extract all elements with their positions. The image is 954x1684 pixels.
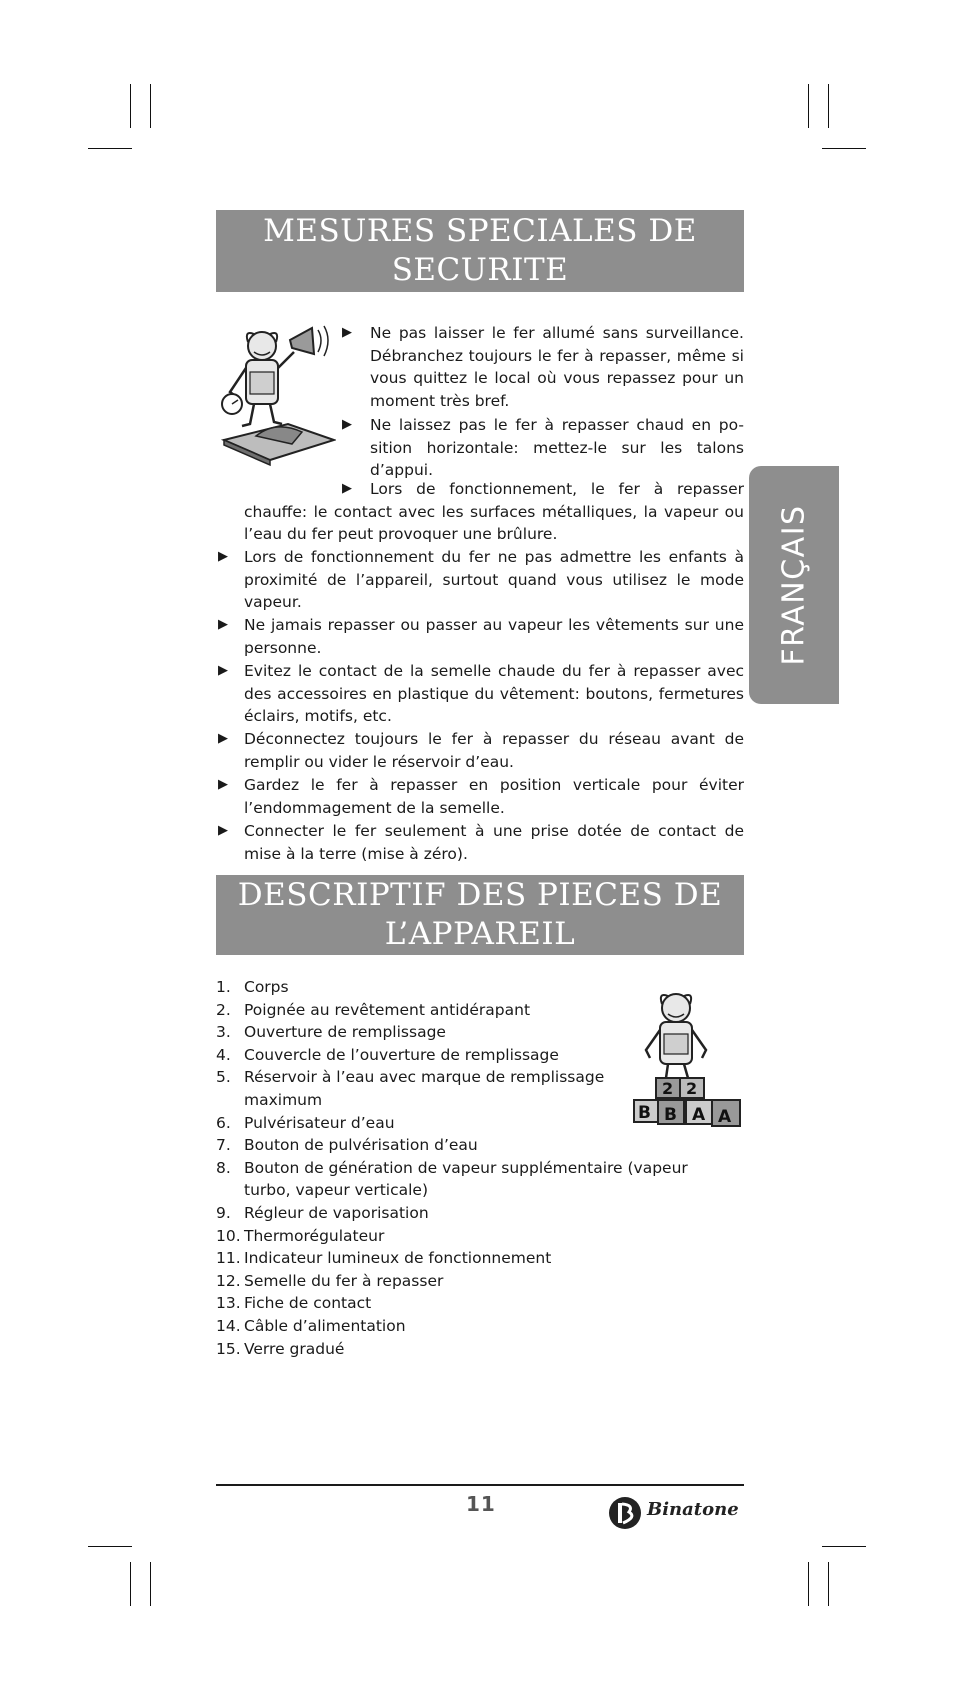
bullet-arrow-icon: ▶ [218, 731, 228, 746]
list-item [216, 1157, 756, 1180]
list-item [216, 1225, 756, 1248]
bullet-arrow-icon: ▶ [342, 481, 352, 496]
list-item-number: 2. [216, 1000, 231, 1019]
list-item [216, 1247, 756, 1270]
list-item-text: Lors de fonctionnement du fer ne pas admettre les enfants à proximité de l’appareil, surtout quand vous utilisez le mode vapeur. [244, 548, 744, 611]
block-letter: A [718, 1107, 732, 1127]
heading-line: DESCRIPTIF DES PIECES DE [237, 877, 723, 913]
crop-mark [88, 148, 132, 149]
list-item-number: 6. [216, 1113, 231, 1132]
list-item [340, 414, 744, 482]
crop-mark [828, 84, 829, 128]
list-item-label: maximum [244, 1090, 323, 1109]
list-item [216, 546, 744, 614]
bullet-arrow-icon: ▶ [218, 663, 228, 678]
heading-line: L’APPAREIL [384, 916, 576, 952]
list-item-number [216, 1089, 244, 1112]
list-item [216, 1134, 756, 1157]
language-tab-label: FRANÇAIS [776, 504, 812, 666]
list-item-label: Indicateur lumineux de fonctionnement [244, 1249, 552, 1268]
crop-mark [828, 1562, 829, 1606]
list-item-text-line: d’appui. [370, 461, 433, 479]
brand-name: Binatone [647, 1499, 739, 1520]
list-item-text: Ne jamais repasser ou passer au vapeur les vêtements sur une personne. [244, 616, 744, 657]
list-item-text-line: sition horizontale: mettez-le sur les talons [370, 438, 744, 457]
list-item-label: Bouton de génération de vapeur supplémentaire (vapeur [244, 1158, 688, 1177]
list-item-number: 3. [216, 1023, 231, 1042]
list-item-label: turbo, vapeur verticale) [244, 1181, 428, 1200]
block-letter: 2 [662, 1079, 674, 1098]
crop-mark [130, 84, 131, 128]
list-item [216, 728, 744, 773]
list-item-label: Couvercle de l’ouverture de remplissage [244, 1045, 559, 1064]
list-item-label: Pulvérisateur d’eau [244, 1113, 395, 1132]
list-item-label: Régleur de vaporisation [244, 1203, 429, 1222]
list-item-number: 1. [216, 978, 231, 996]
list-item [216, 1292, 756, 1315]
list-item-text: Gardez le fer à repasser en position verticale pour éviter l’endommagement de la semelle. [244, 776, 744, 817]
list-item-number: 8. [216, 1158, 231, 1177]
list-item-text: Connecter le fer seulement à une prise dotée de contact de mise à la terre (mise à zéro). [244, 822, 744, 863]
list-item [216, 1315, 756, 1338]
list-item-text: Evitez le contact de la semelle chaude du fer à repasser avec des accessoires en plastique du vêtement: boutons, fermetures éclairs, motifs, etc. [244, 662, 744, 725]
crop-mark [808, 1562, 809, 1606]
crop-mark [822, 1546, 866, 1547]
bullet-arrow-icon: ▶ [218, 617, 228, 632]
list-item-number: 14. [216, 1316, 241, 1335]
list-item-label: Réservoir à l’eau avec marque de remplissage [244, 1068, 605, 1087]
bullet-arrow-icon: ▶ [342, 417, 352, 432]
brand-logo-icon [607, 1495, 645, 1531]
list-item-text: Ne pas laisser le fer allumé sans surveillance. Débranchez toujours le fer à repasser, même si vous quittez le local où vous repassez pour un moment très bref. [370, 324, 744, 410]
list-item [216, 660, 744, 728]
list-item-label: Poignée au revêtement antidérapant [244, 1000, 531, 1019]
list-item-number [216, 1179, 244, 1202]
list-item [216, 820, 744, 865]
section-heading-parts [216, 875, 744, 955]
crop-mark [130, 1562, 131, 1606]
heading-line: SECURITE [391, 252, 569, 288]
list-item [340, 322, 744, 412]
list-item [216, 1270, 756, 1293]
list-item [216, 774, 744, 819]
heading-line: MESURES SPECIALES DE [263, 213, 697, 249]
bullet-arrow-icon: ▶ [218, 777, 228, 792]
section-heading-safety [216, 210, 744, 292]
mascot-megaphone-illustration [216, 312, 336, 472]
list-item-number: 11. [216, 1249, 241, 1268]
mascot-blocks-illustration [632, 986, 744, 1136]
list-item [216, 1338, 756, 1361]
list-item [244, 478, 744, 546]
list-item-number: 5. [216, 1068, 231, 1087]
block-letter: B [638, 1103, 651, 1123]
list-item-text: Lors de fonctionnement, le fer à repasser chauffe: le contact avec les surfaces métalliques, la vapeur ou l’eau du fer peut provoquer une brûlure. [244, 480, 744, 543]
brand-logo [607, 1495, 747, 1531]
block-letter: A [692, 1105, 706, 1125]
list-item-label: Thermorégulateur [244, 1226, 385, 1245]
bullet-arrow-icon: ▶ [218, 549, 228, 564]
bullet-arrow-icon: ▶ [218, 823, 228, 838]
list-item-label: Fiche de contact [244, 1294, 372, 1313]
list-item [216, 614, 744, 659]
block-letter: 2 [686, 1079, 698, 1098]
list-item-number: 13. [216, 1294, 241, 1313]
list-item-number: 4. [216, 1045, 231, 1064]
crop-mark [88, 1546, 132, 1547]
language-tab [749, 466, 839, 704]
list-item-text: Déconnectez toujours le fer à repasser du réseau avant de remplir ou vider le réservoir d’eau. [244, 730, 744, 771]
crop-mark [150, 84, 151, 128]
footer-rule [216, 1484, 744, 1486]
list-item-number: 12. [216, 1271, 241, 1290]
bullet-arrow-icon: ▶ [342, 325, 352, 340]
list-item-label: Câble d’alimentation [244, 1316, 406, 1335]
page-number: 11 [466, 1492, 496, 1516]
list-item-number: 9. [216, 1203, 231, 1222]
crop-mark [822, 148, 866, 149]
list-item-label: Verre gradué [244, 1339, 345, 1358]
list-item-number: 15. [216, 1339, 241, 1358]
block-letter: B [664, 1105, 677, 1125]
list-item-label: Semelle du fer à repasser [244, 1271, 444, 1290]
crop-mark [150, 1562, 151, 1606]
list-item [216, 1202, 756, 1225]
list-item-text-line: Ne laissez pas le fer à repasser chaud en po- [370, 416, 744, 434]
list-item-label: Corps [244, 978, 289, 996]
list-item-number: 7. [216, 1136, 231, 1155]
list-item-label: Ouverture de remplissage [244, 1023, 446, 1042]
crop-mark [808, 84, 809, 128]
list-item-label: Bouton de pulvérisation d’eau [244, 1136, 478, 1155]
list-item-number: 10. [216, 1226, 241, 1245]
list-item [216, 1179, 756, 1202]
